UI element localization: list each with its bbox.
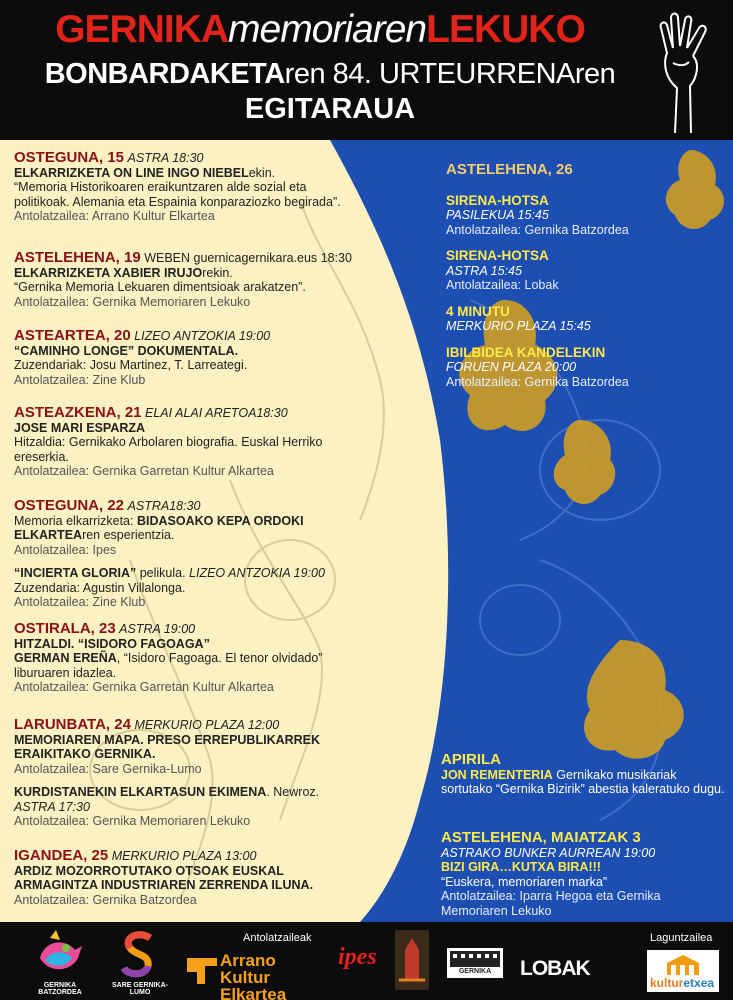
event-day: ASTEARTEA, 20	[14, 327, 131, 344]
title-memoriaren: memoriaren	[228, 8, 427, 51]
footer	[0, 922, 733, 1000]
kulturetxea-house-icon	[665, 953, 701, 975]
event-title-2-suffix: . Newroz.	[266, 785, 320, 799]
arrano-text-1: Arrano Kultur	[220, 951, 276, 987]
event-title: BIDASOAKO KEPA ORDOKI ELKARTEA	[14, 513, 304, 542]
event-pre: Memoria elkarrizketa:	[14, 513, 137, 528]
right-item-org: Antolatzailea: Gernika Batzordea	[446, 374, 629, 389]
right-item-title: IBILBIDEA KANDELEKIN	[446, 344, 606, 360]
event-org-2: Antolatzailea: Gernika Memoriaren Lekuko	[14, 814, 251, 828]
event-org: Antolatzailea: Gernika Batzordea	[14, 892, 197, 907]
event-title-suffix: ekin.	[248, 165, 276, 180]
event-day: LARUNBATA, 24	[14, 716, 131, 733]
event-title: MEMORIAREN MAPA. PRESO ERREPUBLIKARREK ERAIKITAKO GERNIKA.	[14, 732, 321, 761]
right-item-place: MERKURIO PLAZA 15:45	[446, 319, 591, 333]
event-title: “CAMINHO LONGE” DOKUMENTALA.	[14, 343, 239, 358]
right-astelehena-26	[446, 163, 716, 389]
sponsor-label: Laguntzailea	[650, 932, 713, 944]
event-day: ASTELEHENA, 19	[14, 249, 141, 266]
event-org: Antolatzailea: Gernika Memoriaren Lekuko	[14, 294, 251, 309]
event-larunbata-24	[14, 718, 344, 829]
right-item-title: SIRENA-HOTSA	[446, 248, 549, 263]
subtitle-ren1: ren 84. URTEURRENA	[284, 58, 575, 90]
arrano-icon	[185, 954, 219, 988]
event-title-2-suffix: pelikula.	[136, 566, 190, 580]
right-day: ASTELEHENA, MAIATZAK 3	[441, 829, 641, 846]
event-day: OSTEGUNA, 22	[14, 497, 125, 514]
title-lekuko: LEKUKO	[426, 8, 585, 51]
event-title: ARDIZ MOZORROTUTAKO OTSOAK EUSKAL ARMAGINTZA INDUSTRIAREN ZERRENDA ILUNA.	[14, 863, 314, 892]
event-title: ELKARRIZKETA ON LINE INGO NIEBEL	[14, 165, 249, 180]
organizers-label: Antolatzaileak	[243, 932, 312, 944]
event-title-2: GERMAN EREÑA	[14, 651, 117, 665]
event-org: Antolatzailea: Sare Gernika-Lumo	[14, 761, 202, 776]
event-osteguna-22	[14, 499, 354, 610]
hand-icon	[655, 8, 715, 133]
kulturetxea-text-1: kultur	[650, 976, 684, 990]
lobak-logo: LOBAK	[520, 957, 590, 980]
event-desc-2: Zuzendaria: Agustin Villalonga.	[14, 580, 186, 595]
right-day: ASTELEHENA, 26	[446, 161, 573, 178]
event-place: MERKURIO PLAZA 13:00	[111, 849, 257, 863]
subtitle-ren2: ren	[574, 58, 616, 90]
event-igandea-25	[14, 849, 344, 907]
right-item-place: FORUEN PLAZA 20:00	[446, 360, 577, 374]
event-org-2: Antolatzailea: Zine Klub	[14, 595, 146, 609]
event-title-2-suffix: , “Isidoro Fagoaga. El tenor olvidado” liburuaren idazlea.	[14, 651, 323, 680]
event-place-2: LIZEO ANTZOKIA 19:00	[189, 566, 325, 580]
event-place: LIZEO ANTZOKIA 19:00	[134, 329, 271, 343]
right-item-place: ASTRA 15:45	[446, 263, 522, 278]
right-item-text: Gernikako musikariak sortutako “Gernika Bizirik” abestia kaleratuko dugu.	[441, 767, 725, 796]
kulturetxea-text-2: etxea	[683, 976, 715, 990]
right-item-title: BIZI GIRA…KUTXA BIRA!!!	[441, 860, 601, 874]
kulturetxea-logo	[647, 950, 719, 992]
arrano-text	[220, 952, 330, 1000]
gernika-tower-logo	[395, 930, 429, 990]
event-title: ELKARRIZKETA XABIER IRUJO	[14, 265, 203, 280]
right-apirila	[441, 753, 726, 797]
subtitle	[0, 58, 660, 91]
gernika-batzordea-text: GERNIKA BATZORDEA	[38, 982, 82, 996]
event-place: ELAI ALAI ARETOA18:30	[145, 406, 288, 420]
event-desc: Zuzendariak: Josu Martinez, T. Larreategi.	[14, 358, 248, 372]
right-item-org: Antolatzailea: Lobak	[446, 278, 559, 292]
right-item-place: ASTRAKO BUNKER AURREAN 19:00	[441, 845, 656, 860]
ipes-logo: ipes	[338, 944, 377, 970]
event-astelehena-19	[14, 251, 384, 309]
event-org: Antolatzailea: Gernika Garretan Kultur Alkartea	[14, 464, 274, 478]
event-ostirala-23	[14, 622, 364, 695]
event-title-suffix: rekin.	[202, 265, 233, 280]
event-desc: “Gernika Memoria Lekuaren dimentsioak arakatzen”.	[14, 280, 306, 294]
right-item-title: 4 MINUTU	[446, 303, 510, 319]
event-place: WEBEN guernicagernikara.eus 18:30	[144, 251, 352, 265]
gernika-batzordea-logo	[30, 928, 90, 983]
event-asteazkena-21	[14, 406, 344, 479]
event-place: MERKURIO PLAZA 12:00	[134, 718, 280, 732]
event-desc: Hitzaldia: Gernikako Arbolaren biografia. Euskal Herriko ereserkia.	[14, 435, 323, 464]
title-gernika: GERNIKA	[55, 8, 229, 51]
event-asteartea-20	[14, 329, 384, 387]
right-item-title: SIRENA-HOTSA	[446, 192, 549, 208]
event-title-2: “INCIERTA GLORIA”	[14, 566, 137, 580]
right-item-org: Antolatzailea: Gernika Batzordea	[446, 222, 629, 237]
event-title: HITZALDI. “ISIDORO FAGOAGA”	[14, 636, 210, 651]
right-day: APIRILA	[441, 751, 501, 768]
right-item-desc: “Euskera, memoriaren marka”	[441, 874, 608, 889]
main-title	[0, 8, 640, 52]
kulturetxea-text	[650, 976, 714, 990]
event-osteguna-15	[14, 151, 344, 224]
event-day: IGANDEA, 25	[14, 847, 109, 864]
event-place: ASTRA 19:00	[119, 622, 196, 636]
event-title-suffix: ren esperientzia.	[82, 528, 175, 542]
event-title: JOSE MARI ESPARZA	[14, 420, 146, 435]
event-title-2: KURDISTANEKIN ELKARTASUN EKIMENA	[14, 785, 267, 799]
right-item-org: Antolatzailea: Iparra Hegoa eta Gernika Memoriaren Lekuko	[441, 889, 661, 918]
sare-text: SARE GERNIKA-LUMO	[111, 982, 168, 996]
event-day: OSTIRALA, 23	[14, 620, 116, 637]
event-place: ASTRA18:30	[127, 499, 201, 513]
event-org: Antolatzailea: Arrano Kultur Elkartea	[14, 209, 215, 223]
event-day: OSTEGUNA, 15	[14, 149, 125, 166]
header	[0, 0, 733, 140]
sare-logo	[118, 930, 158, 980]
right-maiatza	[441, 831, 726, 918]
subtitle-bonb: BONBARDAKETA	[44, 58, 285, 90]
event-day: ASTEAZKENA, 21	[14, 404, 142, 421]
event-desc: “Memoria Historikoaren eraikuntzaren alde sozial eta politikoak. Alemania eta Espainia konparaziozko begirada”.	[14, 180, 341, 209]
event-org: Antolatzailea: Zine Klub	[14, 372, 146, 387]
arrano-text-2: Elkartea	[220, 985, 287, 1000]
subtitle-line2: EGITARAUA	[244, 93, 416, 125]
gernika-film-text: GERNIKA	[458, 968, 492, 975]
event-org: Antolatzailea: Gernika Garretan Kultur Alkartea	[14, 680, 274, 694]
right-item-title: JON REMENTERIA	[441, 767, 553, 782]
right-item-place: PASILEKUA 15:45	[446, 208, 549, 222]
event-org: Antolatzailea: Ipes	[14, 542, 117, 557]
event-place-2: ASTRA 17:30	[14, 799, 90, 814]
event-place: ASTRA 18:30	[127, 151, 204, 165]
